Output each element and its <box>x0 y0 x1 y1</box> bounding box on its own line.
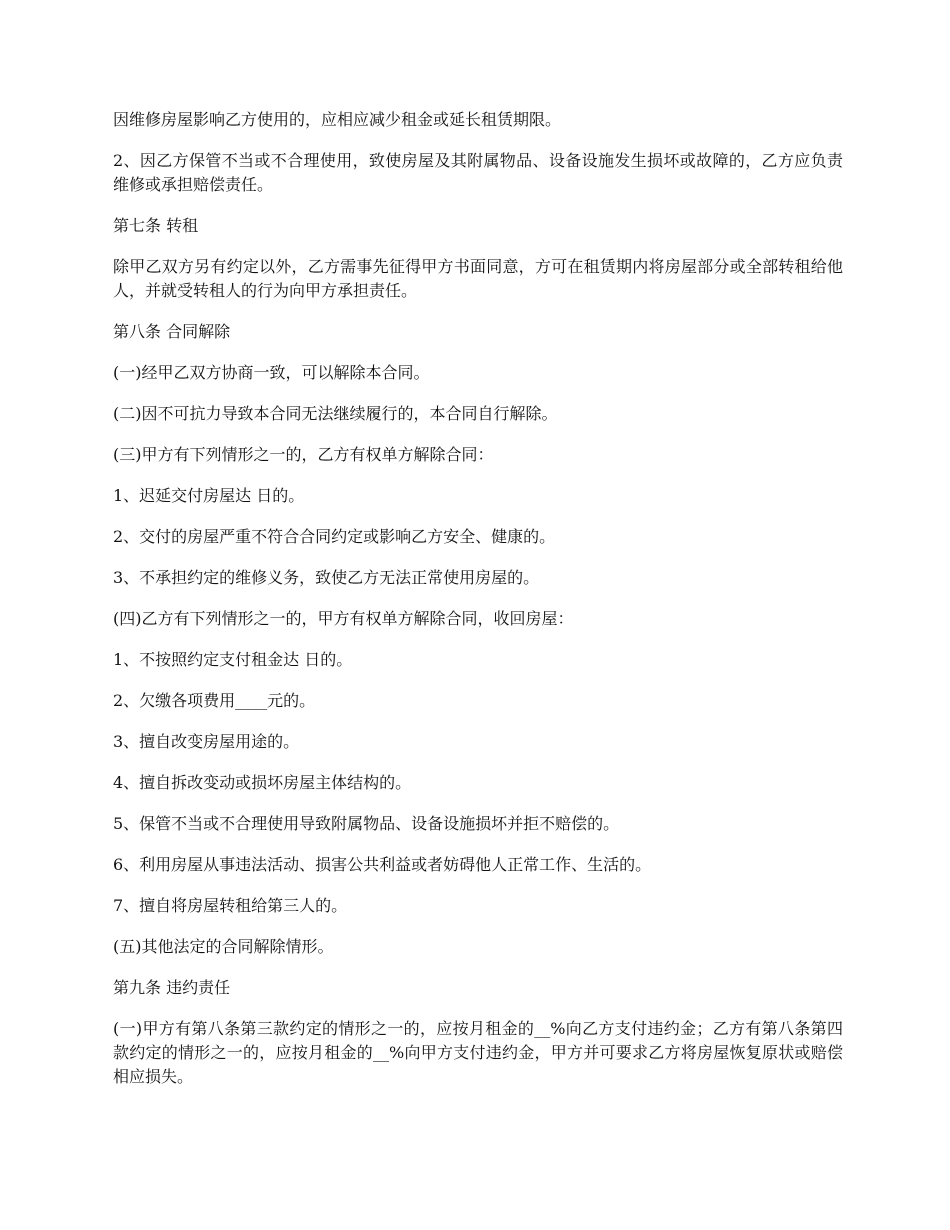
list-item: 3、擅自改变房屋用途的。 <box>113 732 300 751</box>
paragraph-termination-5: (五)其他法定的合同解除情形。 <box>113 937 334 956</box>
paragraph-termination-1: (一)经甲乙双方协商一致，可以解除本合同。 <box>113 363 430 382</box>
heading-article-7: 第七条 转租 <box>113 216 199 235</box>
paragraph-tenant-damage: 2、因乙方保管不当或不合理使用，致使房屋及其附属物品、设备设施发生损坏或故障的，乙方应负责维修或承担赔偿责任。 <box>113 151 843 194</box>
list-item: 2、交付的房屋严重不符合合同约定或影响乙方安全、健康的。 <box>113 527 556 546</box>
paragraph-sublease: 除甲乙双方另有约定以外，乙方需事先征得甲方书面同意，方可在租赁期内将房屋部分或全部转租给他人，并就受转租人的行为向甲方承担责任。 <box>113 257 843 300</box>
list-item: 7、擅自将房屋转租给第三人的。 <box>113 896 348 915</box>
heading-article-8: 第八条 合同解除 <box>113 322 231 341</box>
paragraph-termination-2: (二)因不可抗力导致本合同无法继续履行的，本合同自行解除。 <box>113 404 558 423</box>
paragraph-liability: (一)甲方有第八条第三款约定的情形之一的，应按月租金的__%向乙方支付违约金；乙方有第八条第四款约定的情形之一的，应按月租金的__%向甲方支付违约金，甲方并可要求乙方将房屋恢复原状或赔偿相应损失。 <box>113 1019 843 1086</box>
list-item: 5、保管不当或不合理使用导致附属物品、设备设施损坏并拒不赔偿的。 <box>113 814 620 833</box>
list-item: 1、不按照约定支付租金达 日的。 <box>113 650 353 669</box>
document-page <box>113 108 843 1106</box>
list-item: 4、擅自拆改变动或损坏房屋主体结构的。 <box>113 773 412 792</box>
list-item: 1、迟延交付房屋达 日的。 <box>113 486 305 505</box>
paragraph-termination-4: (四)乙方有下列情形之一的，甲方有权单方解除合同，收回房屋： <box>113 609 574 628</box>
list-item: 3、不承担约定的维修义务，致使乙方无法正常使用房屋的。 <box>113 568 540 587</box>
heading-article-9: 第九条 违约责任 <box>113 978 231 997</box>
list-item: 6、利用房屋从事违法活动、损害公共利益或者妨碍他人正常工作、生活的。 <box>113 855 652 874</box>
paragraph-termination-3: (三)甲方有下列情形之一的，乙方有权单方解除合同： <box>113 445 494 464</box>
paragraph-repair-reduction: 因维修房屋影响乙方使用的，应相应减少租金或延长租赁期限。 <box>113 110 562 129</box>
list-item: 2、欠缴各项费用____元的。 <box>113 691 316 710</box>
